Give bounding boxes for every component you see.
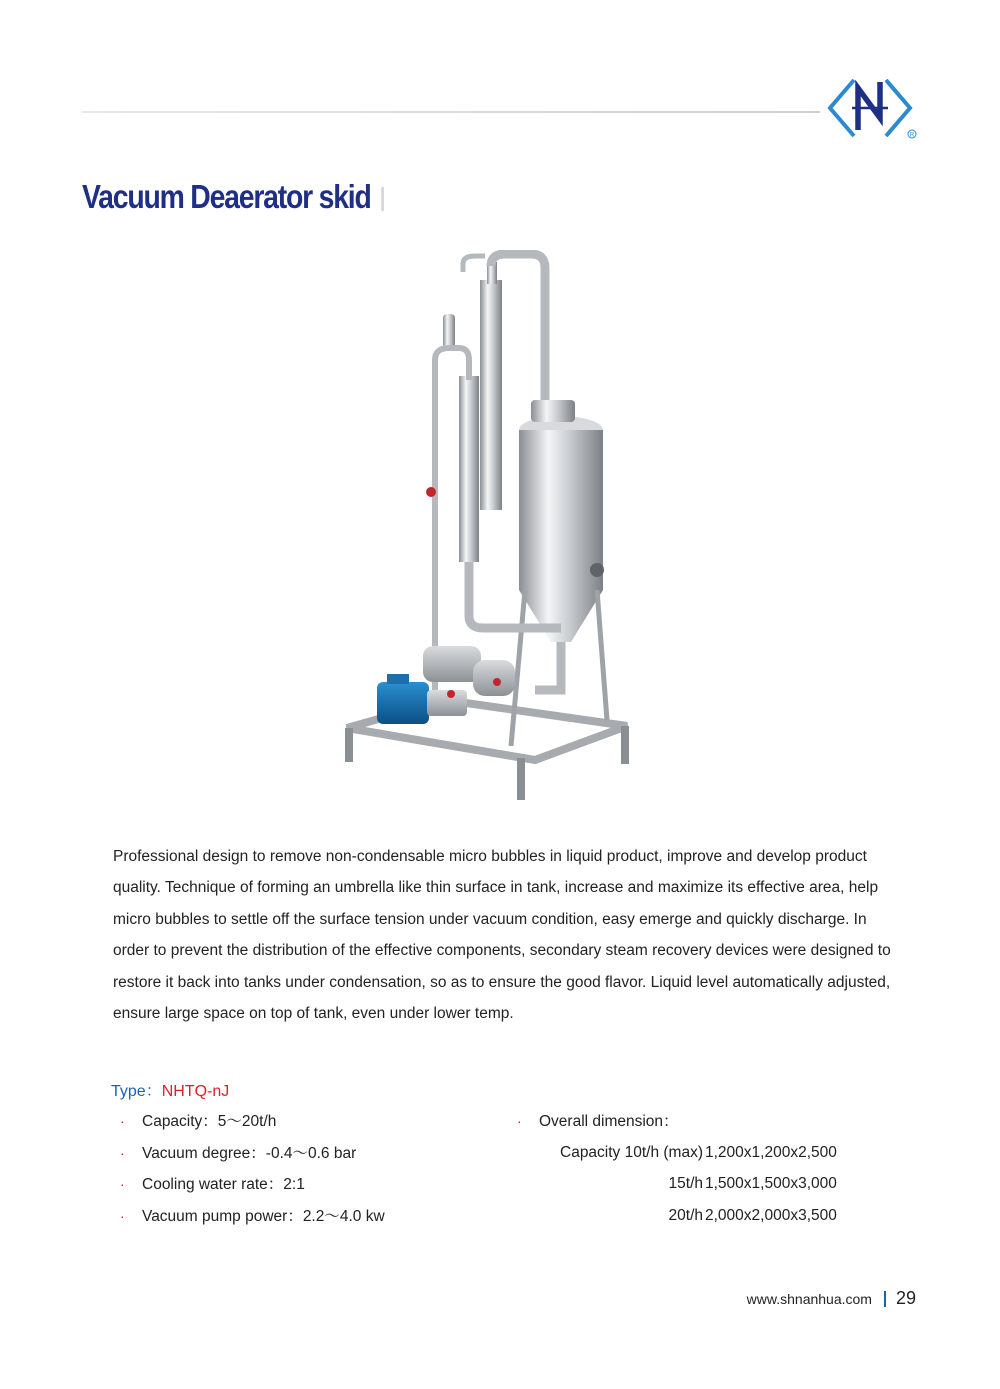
dimension-size: 1,500x1,500x3,000: [705, 1175, 837, 1193]
spec-text: Vacuum degree：-0.4～0.6 bar: [142, 1144, 357, 1162]
product-photo: [335, 250, 645, 810]
spec-item: [120, 1141, 385, 1173]
overall-dimension-block: [517, 1109, 877, 1235]
bullet-icon: ·: [120, 1113, 125, 1129]
bullet-icon: ·: [120, 1144, 125, 1161]
product-description: Professional design to remove non-condensable micro bubbles in liquid product, improve and develop product quality. Technique of forming an umbrella like thin surface in tank, increase and maximize its effective area, help micro bubbles to settle off the surface tension under vacuum condition, easy emerge and quickly discharge. In order to prevent the distribution of the effective components, secondary steam recovery devices were designed to restore it back into tanks under condensation, so as to ensure the good flavor. Liquid level automatically adjusted, ensure large space on top of tank, even under lower temp.: [113, 848, 891, 1023]
bullet-icon: ·: [517, 1113, 522, 1129]
page-number: 29: [895, 1288, 916, 1308]
page-title: [82, 178, 384, 216]
dimension-row: [517, 1141, 877, 1173]
dimension-heading: [517, 1109, 877, 1141]
company-logo: [826, 78, 922, 144]
page-footer: [747, 1288, 916, 1309]
bullet-icon: ·: [120, 1207, 125, 1224]
type-value: NHTQ-nJ: [161, 1083, 230, 1100]
dimension-size: 1,200x1,200x2,500: [705, 1143, 837, 1161]
spec-item: [120, 1204, 385, 1236]
bullet-icon: ·: [120, 1176, 125, 1193]
spec-text: Vacuum pump power：2.2～4.0 kw: [142, 1207, 385, 1225]
header-rule: [82, 111, 820, 113]
spec-item: [120, 1172, 385, 1204]
website-link[interactable]: www.shnanhua.com: [746, 1290, 872, 1307]
spec-item: [120, 1109, 385, 1141]
spec-list: [120, 1109, 385, 1235]
dimension-row: [517, 1172, 877, 1204]
dimension-heading-text: Overall dimension：: [539, 1113, 679, 1130]
spec-text: Cooling water rate：2:1: [142, 1176, 305, 1194]
title-divider: [381, 187, 384, 211]
page-title-text: Vacuum Deaerator skid: [82, 178, 371, 215]
dimension-capacity: Capacity 10t/h (max): [560, 1143, 703, 1161]
type-label: Type：: [111, 1083, 162, 1100]
spec-text: Capacity：5～20t/h: [142, 1113, 277, 1130]
dimension-size: 2,000x2,000x3,500: [705, 1206, 837, 1224]
footer-divider: [884, 1291, 886, 1307]
dimension-capacity: 20t/h: [668, 1206, 703, 1224]
dimension-capacity: 15t/h: [668, 1175, 703, 1193]
type-line: [111, 1078, 229, 1101]
svg-text:R: R: [909, 132, 915, 139]
dimension-row: [517, 1204, 877, 1236]
